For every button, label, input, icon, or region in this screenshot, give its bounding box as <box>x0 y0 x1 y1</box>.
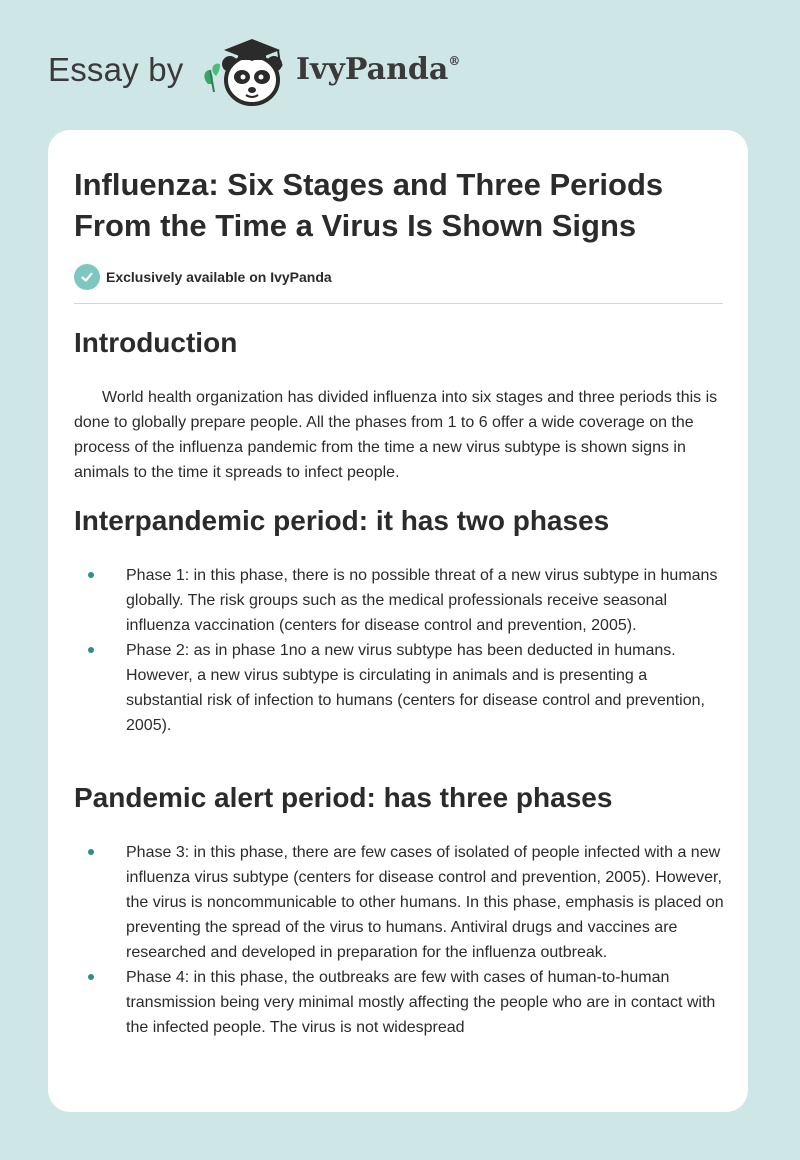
introduction-paragraph: World health organization has divided influenza into six stages and three periods this is done to globally prepare people. All the phases from 1 to 6 offer a wide coverage on the process of the influenza pandemic from the time a new virus subtype is shown signs in animals to the time it spreads to infect people. <box>74 389 718 481</box>
essay-by-label: Essay by <box>48 51 184 88</box>
bullet-icon <box>88 974 94 980</box>
interpandemic-list <box>74 563 724 738</box>
pandemic-alert-list <box>74 840 724 1040</box>
divider <box>74 303 723 304</box>
list-item-phase-3: Phase 3: in this phase, there are few cases of isolated of people infected with a new influenza virus subtype (centers for disease control and prevention, 2005). However, the virus is noncommunicable to other humans. In this phase, emphasis is placed on preventing the spread of the virus to humans. Antiviral drugs and vaccines are researched and developed in preparation for the influenza outbreak. <box>74 840 724 965</box>
site-header <box>48 30 508 110</box>
exclusive-badge-text: Exclusively available on IvyPanda <box>106 269 332 285</box>
bullet-icon <box>88 572 94 578</box>
essay-card <box>48 130 748 1112</box>
list-item-phase-2: Phase 2: as in phase 1no a new virus subtype has been deducted in humans. However, a new virus subtype is circulating in animals and is presenting a substantial risk of infection to humans (centers for disease control and prevention, 2005). <box>74 638 724 738</box>
bullet-icon <box>88 647 94 653</box>
check-icon <box>74 264 100 290</box>
bullet-icon <box>88 849 94 855</box>
brand-name[interactable]: IvyPanda® <box>296 52 461 87</box>
list-item-phase-1: Phase 1: in this phase, there is no possible threat of a new virus subtype in humans globally. The risk groups such as the medical professionals receive seasonal influenza vaccination (centers for disease control and prevention, 2005). <box>74 563 724 638</box>
section-heading-interpandemic: Interpandemic period: it has two phases <box>74 505 610 536</box>
essay-title: Influenza: Six Stages and Three Periods From the Time a Virus Is Shown Signs <box>74 167 664 243</box>
list-item-phase-4: Phase 4: in this phase, the outbreaks are few with cases of human-to-human transmission being very minimal mostly affecting the people who are in contact with the infected people. The virus is not widespread <box>74 965 724 1040</box>
section-heading-pandemic-alert: Pandemic alert period: has three phases <box>74 782 613 813</box>
section-heading-introduction: Introduction <box>74 327 238 358</box>
exclusive-badge <box>74 263 332 291</box>
trademark-mark: ® <box>448 54 461 68</box>
panda-logo-icon[interactable] <box>200 30 296 110</box>
